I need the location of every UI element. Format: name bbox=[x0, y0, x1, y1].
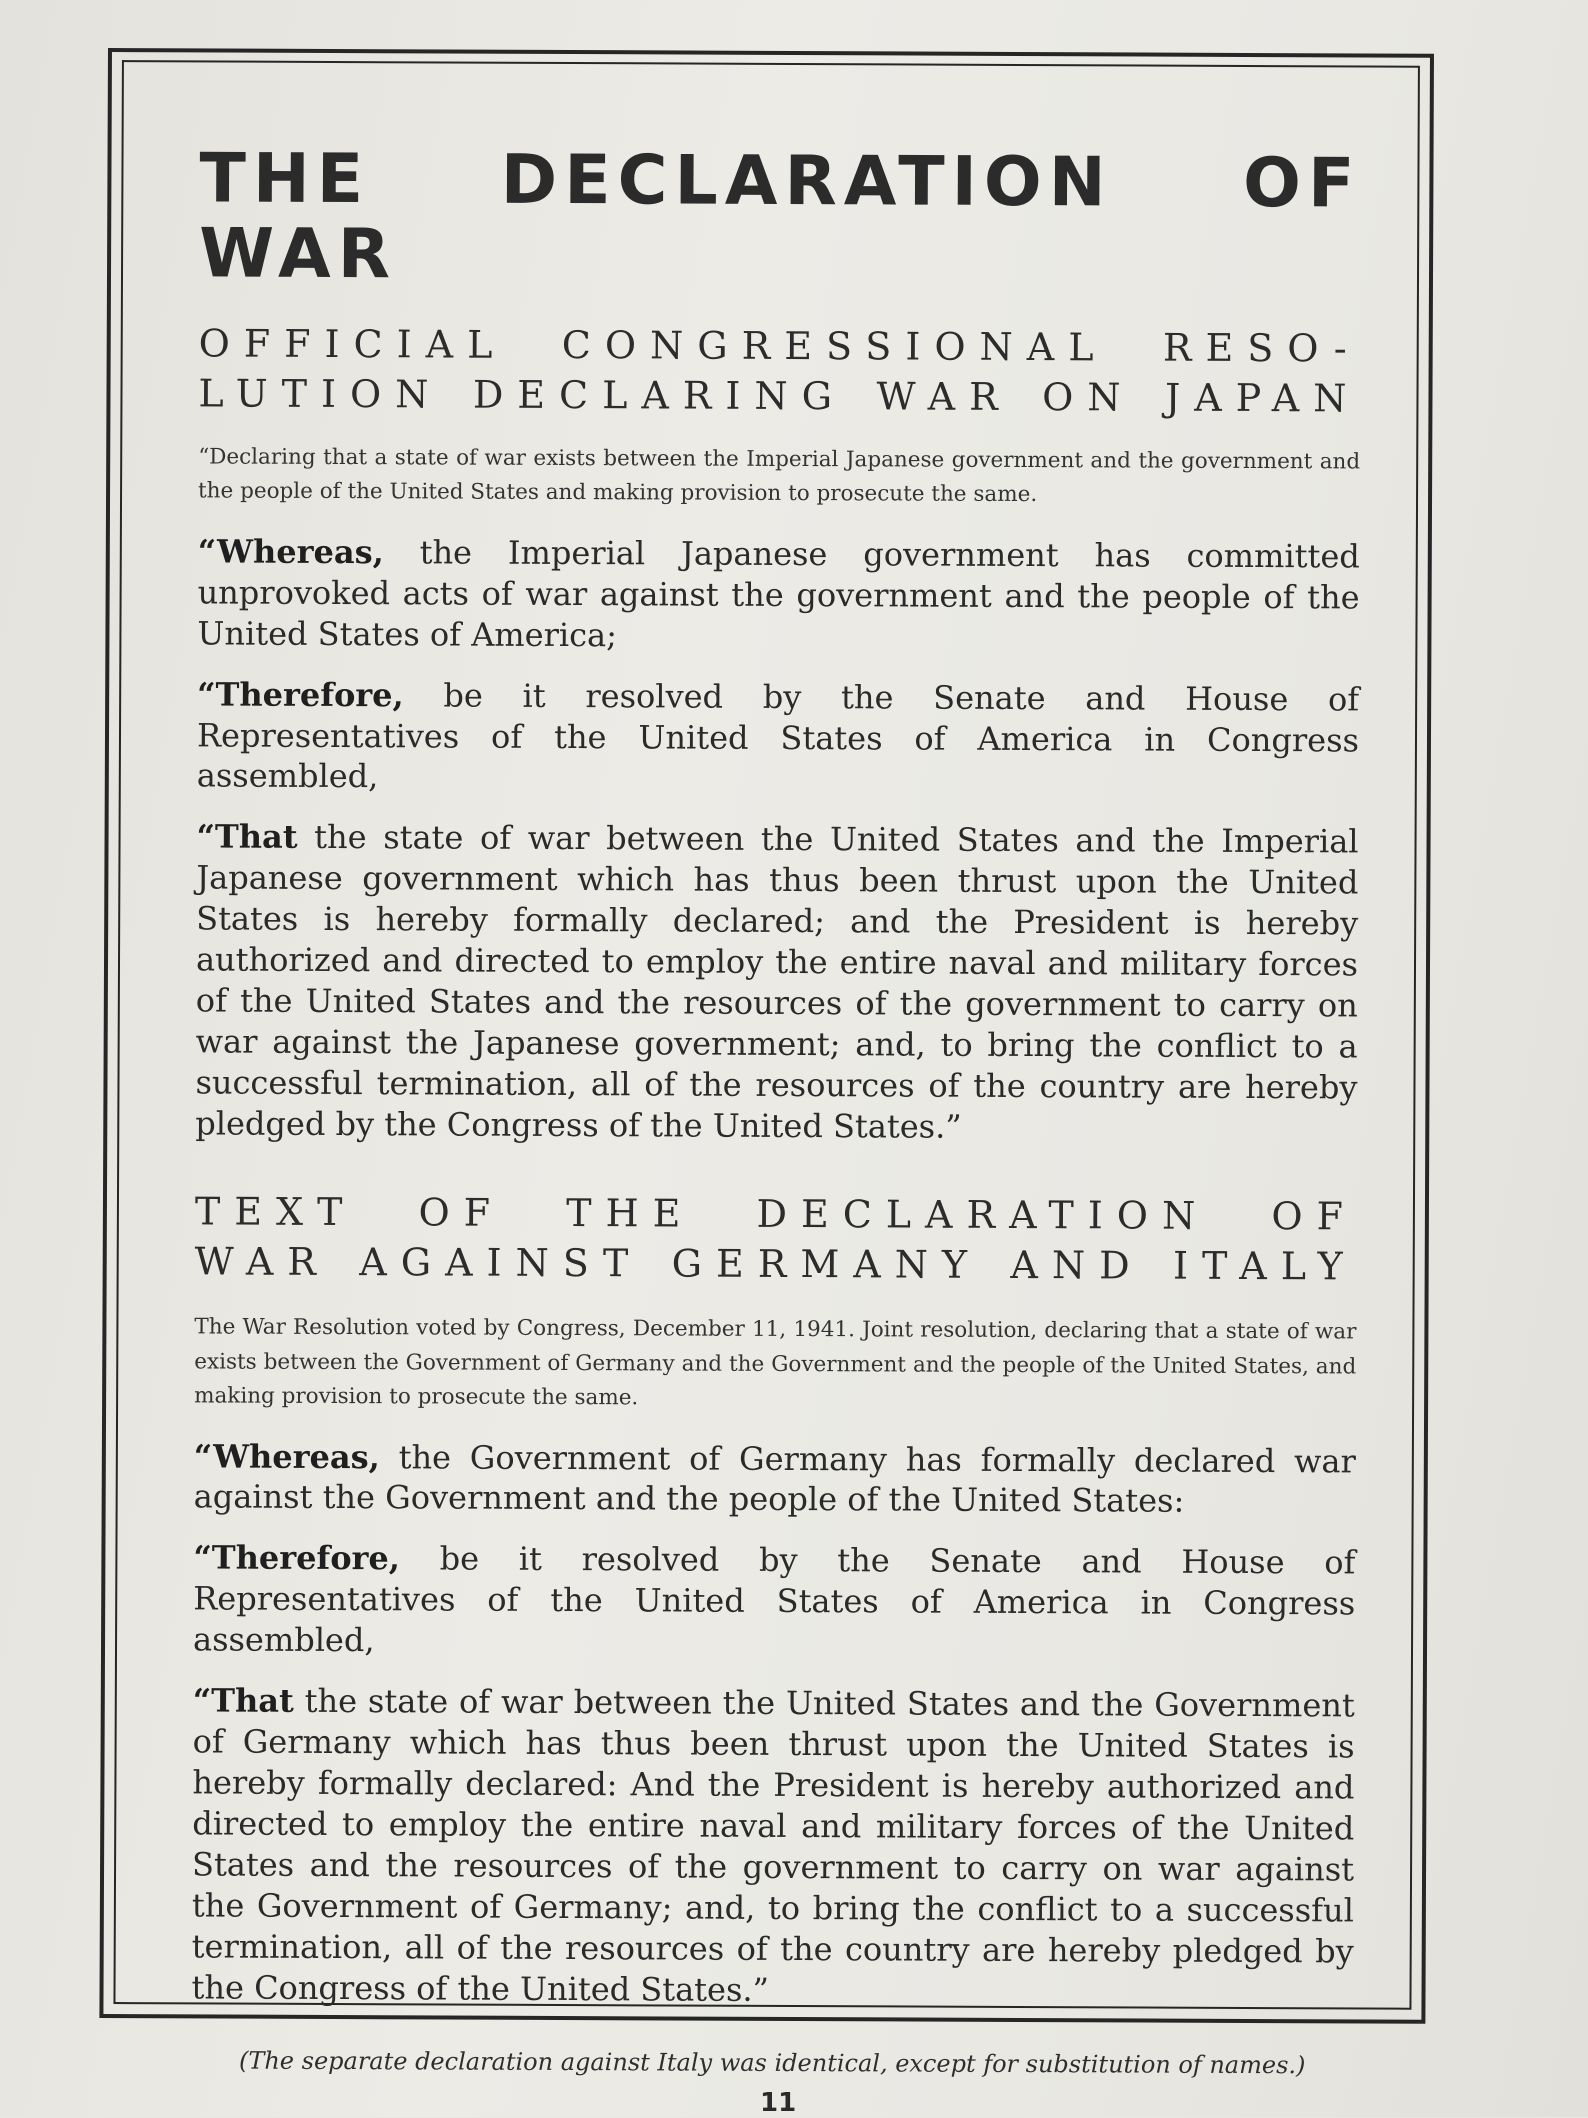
japan-heading-line-1: OFFICIAL CONGRESSIONAL RESO- bbox=[198, 320, 1361, 371]
inner-border bbox=[113, 60, 1419, 2080]
germany-that-text: the state of war between the United States and the Government of Germany which has thus been thrust upon the United States is hereby formally declared: And the President is hereby authorized and directed to employ the entire naval and military forces of the United States and the resources of the government to carry on war against the Government of Germany; and, to bring the conflict to a successful termination, all of the resources of the country are hereby pledged by the Congress of the United States.” bbox=[191, 1682, 1355, 2009]
japan-whereas-text: the Imperial Japanese government has committed unprovoked acts of war against the government and the people of the United States of America; bbox=[197, 532, 1360, 654]
japan-that-text: the state of war between the United States and the Imperial Japanese government which has thus been thrust upon the United States is hereby formally declared; and the President is hereby authorized and directed to employ the entire naval and military forces of the United States and the resources of the government to carry on war against the Japanese government; and, to bring the conflict to a successful termination, all of the resources of the country are hereby pledged by the Congress of the United States.” bbox=[195, 818, 1359, 1146]
japan-therefore-lead: “Therefore, bbox=[197, 674, 404, 714]
japan-whereas-lead: “Whereas, bbox=[197, 532, 384, 571]
italy-note: (The separate declaration against Italy was identical, except for substitution of names.) bbox=[238, 2046, 1306, 2080]
germany-heading-line-1: TEXT OF THE DECLARATION OF bbox=[194, 1189, 1358, 1239]
japan-that-lead: “That bbox=[196, 817, 298, 857]
germany-therefore-paragraph bbox=[193, 1538, 1356, 1666]
japan-heading bbox=[198, 318, 1360, 423]
japan-whereas-paragraph bbox=[197, 531, 1360, 659]
germany-whereas-text: the Government of Germany has formally declared war against the Government and the people of the United States: bbox=[193, 1437, 1356, 1521]
germany-whereas-paragraph bbox=[194, 1436, 1356, 1523]
germany-whereas-lead: “Whereas, bbox=[193, 1436, 380, 1476]
document-title: THE DECLARATION OF WAR bbox=[198, 139, 1362, 295]
japan-heading-line-2: LUTION DECLARING WAR ON JAPAN bbox=[198, 371, 1361, 421]
germany-that-paragraph bbox=[191, 1681, 1354, 2014]
japan-intro: “Declaring that a state of war exists between the Imperial Japanese government and the government and the people of the United States and making provision to prosecute the same. bbox=[198, 444, 1361, 508]
germany-that-lead: “That bbox=[192, 1681, 294, 1721]
japan-therefore-paragraph bbox=[197, 674, 1360, 802]
japan-that-paragraph bbox=[195, 817, 1358, 1150]
germany-therefore-text: be it resolved by the Senate and House of Representatives of the United States of America in Congress assembled, bbox=[192, 1539, 1356, 1660]
japan-section bbox=[195, 318, 1361, 1149]
germany-heading-line-2: WAR AGAINST GERMANY AND ITALY bbox=[194, 1239, 1357, 1289]
germany-therefore-lead: “Therefore, bbox=[193, 1538, 401, 1578]
japan-therefore-text: be it resolved by the Senate and House of Representatives of the United States of America in Congress assembled, bbox=[196, 675, 1360, 796]
page-border bbox=[99, 48, 1434, 2080]
germany-section bbox=[191, 1186, 1357, 2013]
page-number: 11 bbox=[760, 2088, 797, 2118]
document-body bbox=[191, 139, 1362, 2103]
germany-intro: The War Resolution voted by Congress, December 11, 1941. Joint resolution, declaring that a state of war exists between the Government of Germany and the Government and the people of the United States, and making provision to prosecute the same. bbox=[194, 1314, 1357, 1411]
germany-heading bbox=[195, 1186, 1357, 1291]
